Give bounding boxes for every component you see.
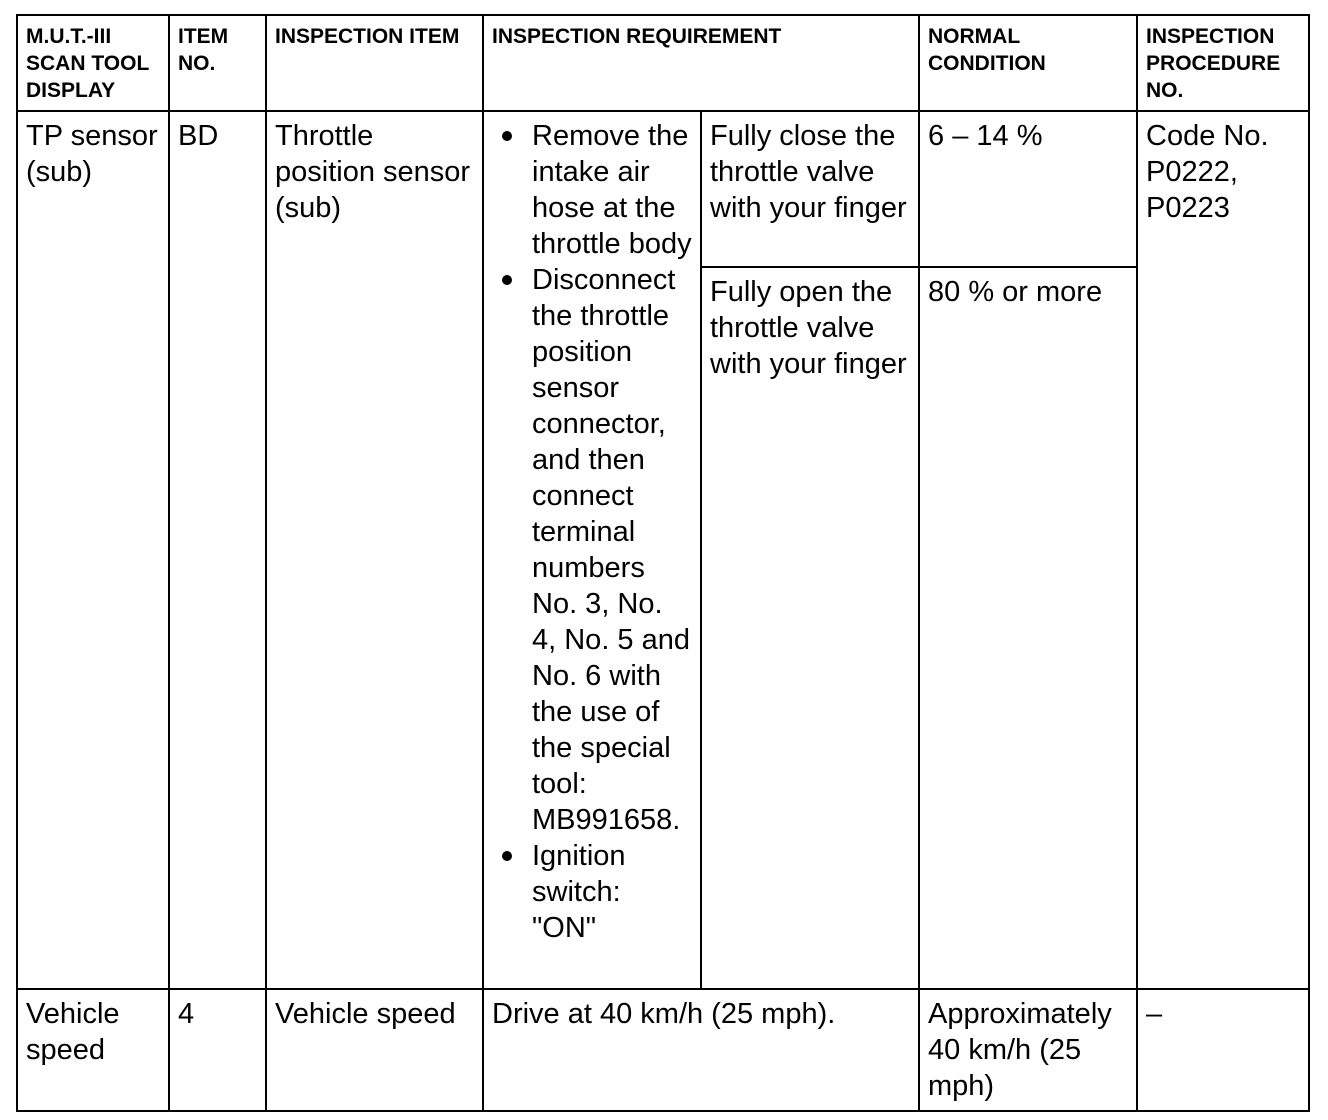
cell-inspection-item: Vehicle speed — [266, 989, 483, 1111]
cell-requirements — [483, 111, 701, 989]
cell-normal-condition: 80 % or more — [919, 267, 1137, 989]
header-normal-condition: NORMAL CONDITION — [919, 15, 1137, 111]
cell-procedure-no: Code No. P0222, P0223 — [1137, 111, 1309, 989]
requirement-item: Remove the intake air hose at the throttle body — [532, 120, 692, 260]
cell-display: Vehicle speed — [17, 989, 169, 1111]
requirement-item: Disconnect the throttle position sensor connector, and then connect terminal numbers No. 3, No. 4, No. 5 and No. 6 with the use of the special tool: MB991658. — [532, 264, 690, 836]
cell-item-no: 4 — [169, 989, 266, 1111]
requirement-item: Ignition switch: "ON" — [532, 838, 692, 946]
table-row — [17, 111, 1309, 267]
cell-condition-action: Fully close the throttle valve with your finger — [701, 111, 919, 267]
table-row — [17, 989, 1309, 1111]
cell-normal-condition: 6 – 14 % — [919, 111, 1137, 267]
cell-item-no: BD — [169, 111, 266, 989]
cell-requirement: Drive at 40 km/h (25 mph). — [483, 989, 919, 1111]
inspection-table — [16, 14, 1310, 1112]
cell-inspection-item: Throttle position sensor (sub) — [266, 111, 483, 989]
header-item-no: ITEM NO. — [169, 15, 266, 111]
cell-condition-action: Fully open the throttle valve with your finger — [701, 267, 919, 989]
cell-procedure-no: – — [1137, 989, 1309, 1111]
header-display: M.U.T.-III SCAN TOOL DISPLAY — [17, 15, 169, 111]
cell-display: TP sensor (sub) — [17, 111, 169, 989]
header-procedure-no: INSPECTION PROCEDURE NO. — [1137, 15, 1309, 111]
header-row — [17, 15, 1309, 111]
requirement-list — [492, 118, 692, 946]
header-inspection-item: INSPECTION ITEM — [266, 15, 483, 111]
header-inspection-requirement: INSPECTION REQUIREMENT — [483, 15, 919, 111]
cell-normal-condition: Approximately 40 km/h (25 mph) — [919, 989, 1137, 1111]
